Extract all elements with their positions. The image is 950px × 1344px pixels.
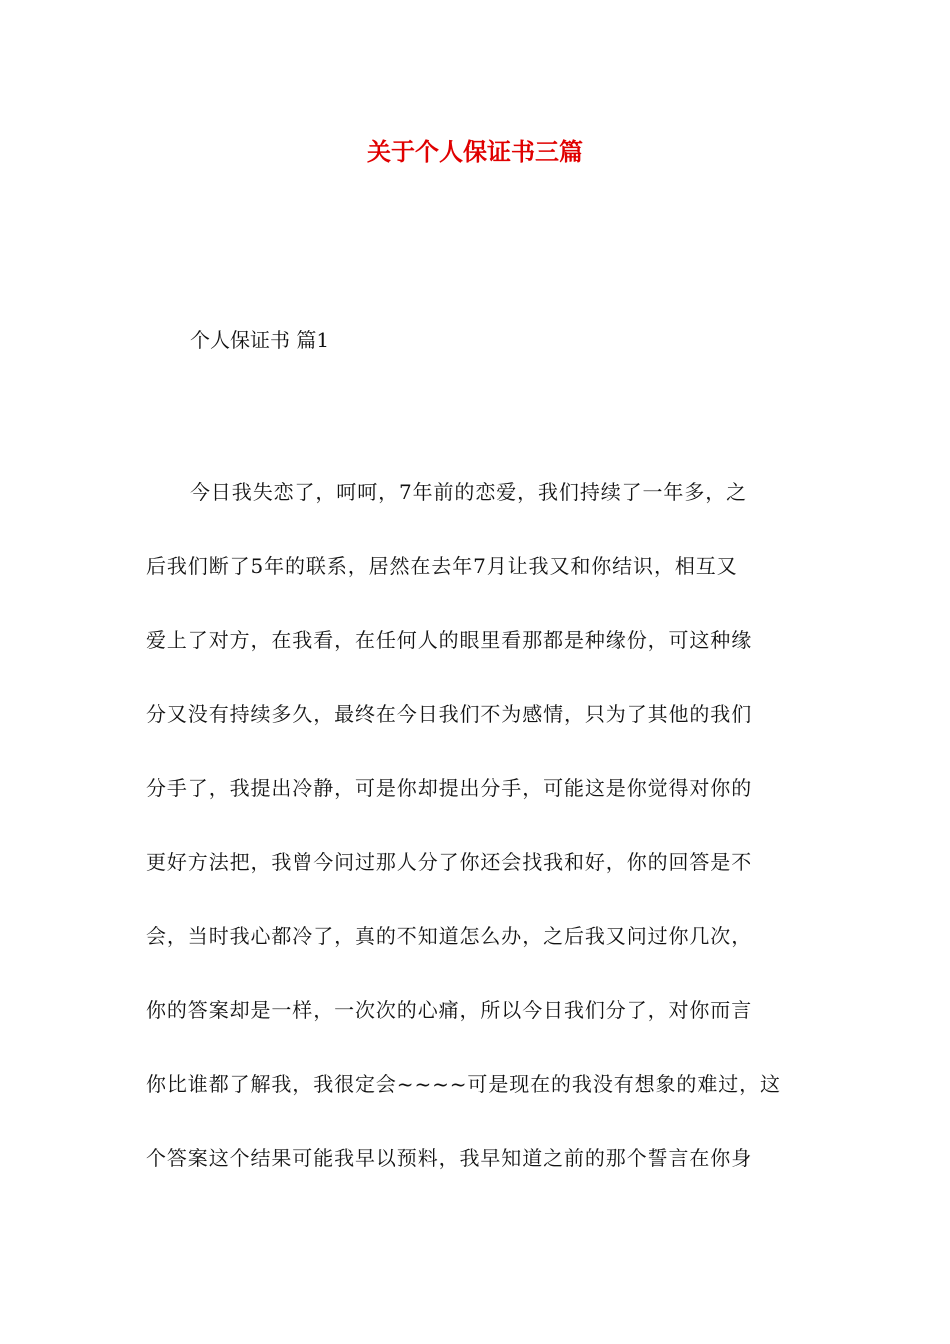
body-line: 后我们断了5年的联系，居然在去年7月让我又和你结识，相互又 [146, 554, 738, 578]
body-line: 个答案这个结果可能我早以预料，我早知道之前的那个誓言在你身 [146, 1146, 753, 1170]
document-title: 关于个人保证书三篇 [367, 137, 583, 166]
body-text [146, 474, 806, 1214]
body-line: 今日我失恋了，呵呵，7年前的恋爱，我们持续了一年多，之 [190, 480, 748, 504]
body-line: 分又没有持续多久，最终在今日我们不为感情，只为了其他的我们 [146, 702, 753, 726]
body-line: 你的答案却是一样，一次次的心痛，所以今日我们分了，对你而言 [146, 998, 753, 1022]
body-line: 分手了，我提出冷静，可是你却提出分手，可能这是你觉得对你的 [146, 776, 753, 800]
section-heading: 个人保证书 篇1 [190, 328, 330, 352]
body-line: 你比谁都了解我，我很定会~~~~可是现在的我没有想象的难过，这 [146, 1072, 781, 1096]
body-line: 更好方法把，我曾今问过那人分了你还会找我和好，你的回答是不 [146, 850, 753, 874]
body-line: 爱上了对方，在我看，在任何人的眼里看那都是种缘份，可这种缘 [146, 628, 753, 652]
body-line: 会，当时我心都冷了，真的不知道怎么办，之后我又问过你几次， [146, 924, 753, 948]
